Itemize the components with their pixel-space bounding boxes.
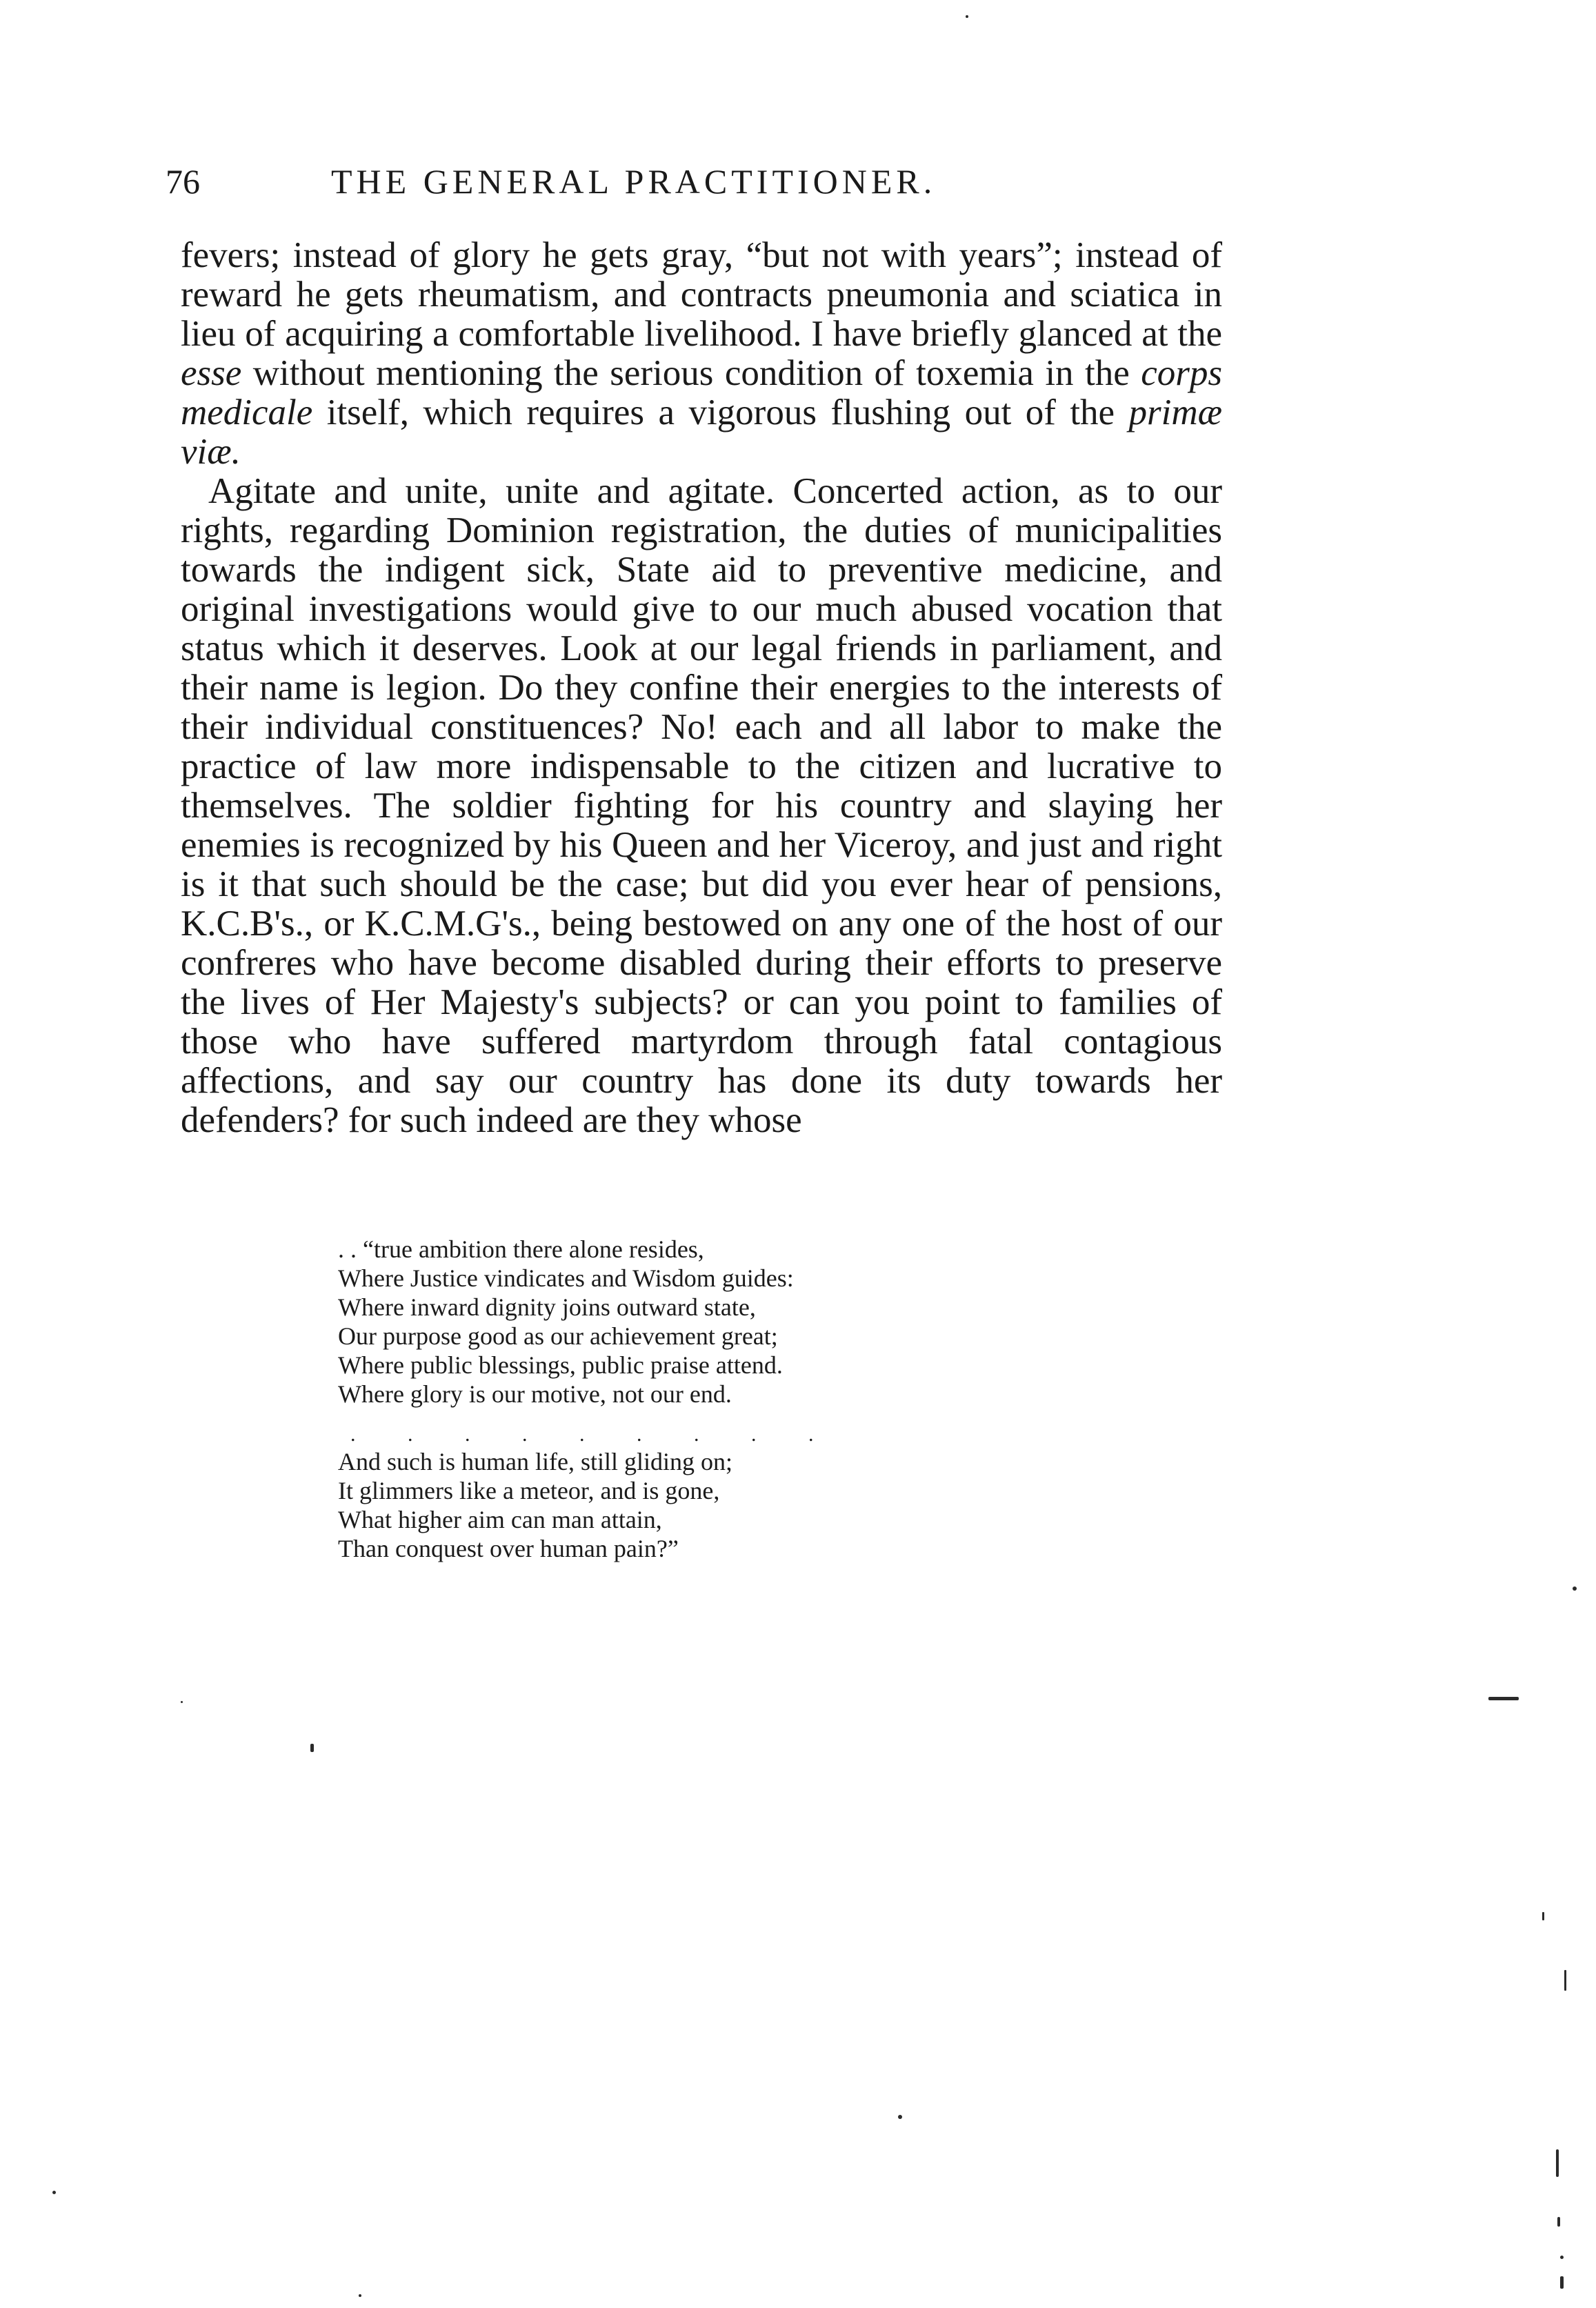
poem-line: Where inward dignity joins outward state, xyxy=(338,1293,756,1321)
scan-speck xyxy=(1557,2217,1560,2227)
paragraph-1-text-c: itself, which requires a vigorous flushing out of the xyxy=(312,392,1129,432)
body-text xyxy=(181,236,1222,1140)
poem xyxy=(338,1235,1028,1581)
scan-speck xyxy=(1573,1586,1577,1591)
poem-line: Where public blessings, public praise attend. xyxy=(338,1351,783,1379)
scan-speck xyxy=(1488,1697,1519,1700)
poem-ellipsis: . . . . . . . . . xyxy=(350,1423,837,1446)
page-number: 76 xyxy=(166,162,200,201)
italic-primae-viae: primæ viæ. xyxy=(181,392,1222,472)
poem-line: Where glory is our motive, not our end. xyxy=(338,1380,732,1408)
paragraph-1 xyxy=(181,236,1222,472)
scan-speck xyxy=(359,2294,361,2297)
poem-line: . . “true ambition there alone resides, xyxy=(338,1235,704,1263)
scan-speck xyxy=(1564,1970,1566,1991)
scan-speck xyxy=(1560,2256,1564,2259)
scan-speck xyxy=(310,1744,314,1752)
scan-speck xyxy=(966,15,968,18)
poem-line: Than conquest over human pain?” xyxy=(338,1535,679,1562)
running-head: THE GENERAL PRACTITIONER. xyxy=(331,162,937,201)
scan-speck xyxy=(1542,1912,1544,1920)
paragraph-1-text-b: without mentioning the serious condition of toxemia in the xyxy=(241,353,1141,393)
poem-line: Where Justice vindicates and Wisdom guides: xyxy=(338,1264,794,1292)
italic-esse: esse xyxy=(181,353,242,393)
poem-stanza-2 xyxy=(338,1447,1028,1563)
paragraph-1-text-a: fevers; instead of glory he gets gray, “but not with years”; instead of reward he gets rheumatism, and contracts pneumonia and sciatica in lieu of acquiring a comfortable livelihood. I have briefly glanced at the xyxy=(181,235,1222,354)
scan-speck xyxy=(1560,2276,1564,2289)
paragraph-2: Agitate and unite, unite and agitate. Concerted action, as to our rights, regarding Dominion registration, the duties of municipalities towards the indigent sick, State aid to preventive medicine, and original investigations would give to our much abused vocation that status which it deserves. Look at our legal friends in parliament, and their name is legion. Do they confine their energies to the interests of their individual constituences? No! each and all labor to make the practice of law more indispensable to the citizen and lucrative to themselves. The soldier fighting for his country and slaying her enemies is recognized by his Queen and her Viceroy, and just and right is it that such should be the case; but did you ever hear of pensions, K.C.B's., or K.C.M.G's., being bestowed on any one of the host of our confreres who have become disabled during their efforts to preserve the lives of Her Majesty's subjects? or can you point to families of those who have suffered martyrdom through fatal contagious affections, and say our country has done its duty towards her defenders? for such indeed are they whose xyxy=(181,471,1222,1140)
scan-speck xyxy=(52,2191,56,2194)
poem-line: Our purpose good as our achievement great; xyxy=(338,1322,778,1350)
italic-corps-medicale: corps medicale xyxy=(181,353,1222,432)
scan-speck xyxy=(1556,2149,1559,2177)
scan-speck xyxy=(181,1701,183,1703)
poem-line: And such is human life, still gliding on; xyxy=(338,1448,732,1475)
poem-stanza-1 xyxy=(338,1235,1028,1409)
poem-line: It glimmers like a meteor, and is gone, xyxy=(338,1477,720,1504)
poem-line: What higher aim can man attain, xyxy=(338,1506,662,1533)
scan-speck xyxy=(898,2115,902,2119)
